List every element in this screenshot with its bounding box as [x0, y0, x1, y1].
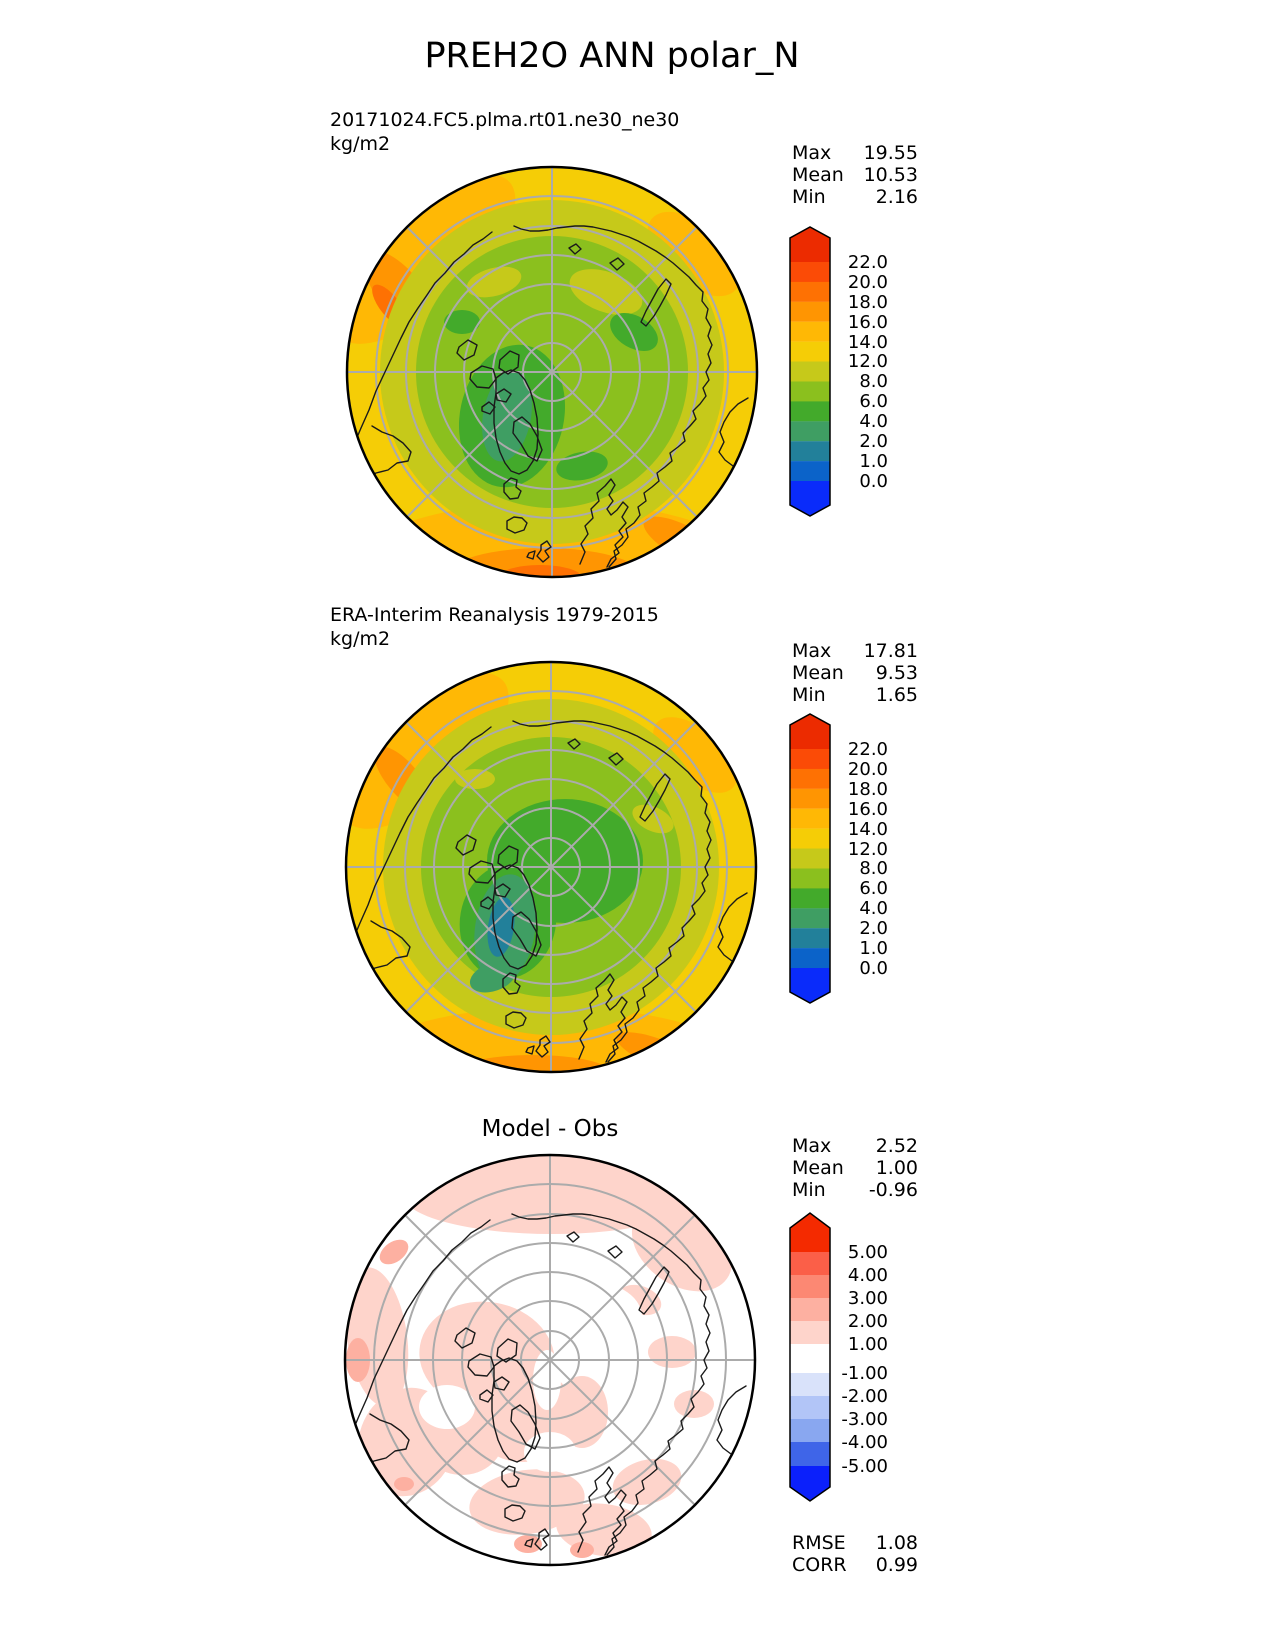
- colorbar-band: [790, 789, 830, 809]
- stat-label: Mean: [792, 164, 844, 186]
- stat-value: 17.81: [863, 640, 918, 662]
- colorbar-band: [790, 1275, 830, 1298]
- colorbar-band: [790, 908, 830, 928]
- stat-row: [792, 663, 918, 685]
- colorbar-tick-label: 6.0: [859, 391, 888, 412]
- colorbar-tick-label: 2.0: [859, 431, 888, 452]
- colorbar-tick-label: 4.00: [847, 1265, 888, 1286]
- colorbar-band: [790, 262, 830, 282]
- panel1-subtitle: 20171024.FC5.plma.rt01.ne30_ne30: [330, 109, 680, 131]
- stat-label: Max: [792, 640, 832, 662]
- colorbar-band: [790, 888, 830, 908]
- stat-value: 10.53: [863, 164, 918, 186]
- stat-row: [792, 1136, 918, 1158]
- metric-label: CORR: [792, 1554, 847, 1576]
- stat-value: 9.53: [875, 662, 918, 684]
- stat-value: 1.00: [875, 1157, 918, 1179]
- colorbar-tick-label: 2.0: [859, 918, 888, 939]
- panel3-colorbar: [788, 1211, 832, 1503]
- colorbar-tick-label: 1.00: [847, 1334, 888, 1355]
- stat-label: Min: [792, 186, 826, 208]
- colorbar-tick-label: -3.00: [841, 1409, 888, 1430]
- panel1-units: kg/m2: [330, 133, 391, 155]
- colorbar-band: [790, 1419, 830, 1442]
- panel1-map: [344, 164, 760, 580]
- colorbar-tick-label: 4.0: [859, 411, 888, 432]
- metric-value: 1.08: [875, 1532, 918, 1554]
- colorbar-band: [790, 1252, 830, 1275]
- colorbar-tick-label: 16.0: [847, 312, 888, 333]
- panel2-colorbar: [788, 712, 832, 1006]
- colorbar-band: [790, 1298, 830, 1321]
- colorbar-band: [790, 322, 830, 342]
- colorbar-tick-label: 5.00: [847, 1242, 888, 1263]
- colorbar-band: [790, 809, 830, 829]
- stat-row: [792, 143, 918, 165]
- colorbar-tick-label: 14.0: [847, 819, 888, 840]
- colorbar-band: [790, 282, 830, 302]
- colorbar-tick-label: -1.00: [841, 1363, 888, 1384]
- stat-value: 2.52: [875, 1135, 918, 1157]
- colorbar-band: [790, 769, 830, 789]
- figure-title: PREH2O ANN polar_N: [424, 36, 800, 76]
- colorbar-band: [790, 382, 830, 402]
- colorbar-tick-label: 20.0: [847, 272, 888, 293]
- colorbar-tick-label: -2.00: [841, 1386, 888, 1407]
- stat-value: 1.65: [875, 684, 918, 706]
- colorbar-band: [790, 421, 830, 441]
- colorbar-band: [790, 441, 830, 461]
- colorbar-tick-label: 12.0: [847, 351, 888, 372]
- stat-label: Max: [792, 142, 832, 164]
- colorbar-tick-label: 3.00: [847, 1288, 888, 1309]
- colorbar-tick-label: 20.0: [847, 759, 888, 780]
- colorbar-tick-label: 16.0: [847, 799, 888, 820]
- panel3-stats: [792, 1136, 918, 1202]
- panel2-map: [343, 659, 759, 1075]
- stat-label: Min: [792, 684, 826, 706]
- stat-value: 2.16: [875, 186, 918, 208]
- stat-row: [792, 641, 918, 663]
- stat-value: -0.96: [868, 1179, 918, 1201]
- colorbar-tick-label: -5.00: [841, 1456, 888, 1477]
- colorbar-band: [790, 1373, 830, 1396]
- metric-label: RMSE: [792, 1532, 846, 1554]
- colorbar-tick-label: 2.00: [847, 1311, 888, 1332]
- stat-label: Max: [792, 1135, 832, 1157]
- panel2-stats: [792, 641, 918, 707]
- colorbar-tick-label: 8.0: [859, 371, 888, 392]
- colorbar-band: [790, 1344, 830, 1373]
- colorbar-tick-label: -4.00: [841, 1432, 888, 1453]
- colorbar-band: [790, 948, 830, 968]
- colorbar-band: [790, 1396, 830, 1419]
- colorbar-tick-label: 14.0: [847, 332, 888, 353]
- panel3-title: Model - Obs: [481, 1116, 619, 1142]
- colorbar-tick-label: 0.0: [859, 958, 888, 979]
- stat-row: [792, 1180, 918, 1202]
- panel1-colorbar: [788, 225, 832, 519]
- colorbar-band: [790, 749, 830, 769]
- colorbar-extend-over: [790, 1213, 830, 1252]
- panel3-map: [342, 1152, 758, 1568]
- colorbar-tick-label: 1.0: [859, 938, 888, 959]
- colorbar-tick-label: 8.0: [859, 858, 888, 879]
- metric-row: [792, 1555, 918, 1577]
- stat-label: Mean: [792, 1157, 844, 1179]
- panel2-units: kg/m2: [330, 628, 391, 650]
- colorbar-band: [790, 401, 830, 421]
- stat-row: [792, 187, 918, 209]
- panel1-stats: [792, 143, 918, 209]
- stat-row: [792, 165, 918, 187]
- colorbar-band: [790, 302, 830, 322]
- colorbar-tick-label: 22.0: [847, 252, 888, 273]
- stat-label: Min: [792, 1179, 826, 1201]
- colorbar-band: [790, 869, 830, 889]
- panel3-metrics: [792, 1533, 918, 1577]
- colorbar-band: [790, 849, 830, 869]
- colorbar-band: [790, 1442, 830, 1466]
- metric-row: [792, 1533, 918, 1555]
- colorbar-tick-label: 4.0: [859, 898, 888, 919]
- colorbar-tick-label: 6.0: [859, 878, 888, 899]
- colorbar-tick-label: 0.0: [859, 471, 888, 492]
- panel2-subtitle: ERA-Interim Reanalysis 1979-2015: [330, 604, 659, 626]
- metric-value: 0.99: [875, 1554, 918, 1576]
- colorbar-extend-over: [790, 714, 830, 749]
- stat-label: Mean: [792, 662, 844, 684]
- stat-row: [792, 1158, 918, 1180]
- colorbar-extend-over: [790, 227, 830, 262]
- colorbar-tick-label: 18.0: [847, 779, 888, 800]
- colorbar-band: [790, 461, 830, 481]
- colorbar-band: [790, 1321, 830, 1344]
- colorbar-extend-under: [790, 481, 830, 516]
- colorbar-extend-under: [790, 968, 830, 1003]
- colorbar-band: [790, 928, 830, 948]
- stat-value: 19.55: [863, 142, 918, 164]
- colorbar-tick-label: 1.0: [859, 451, 888, 472]
- colorbar-tick-label: 12.0: [847, 839, 888, 860]
- colorbar-band: [790, 362, 830, 382]
- colorbar-extend-under: [790, 1466, 830, 1501]
- stat-row: [792, 685, 918, 707]
- colorbar-band: [790, 829, 830, 849]
- colorbar-tick-label: 18.0: [847, 292, 888, 313]
- colorbar-tick-label: 22.0: [847, 739, 888, 760]
- colorbar-band: [790, 342, 830, 362]
